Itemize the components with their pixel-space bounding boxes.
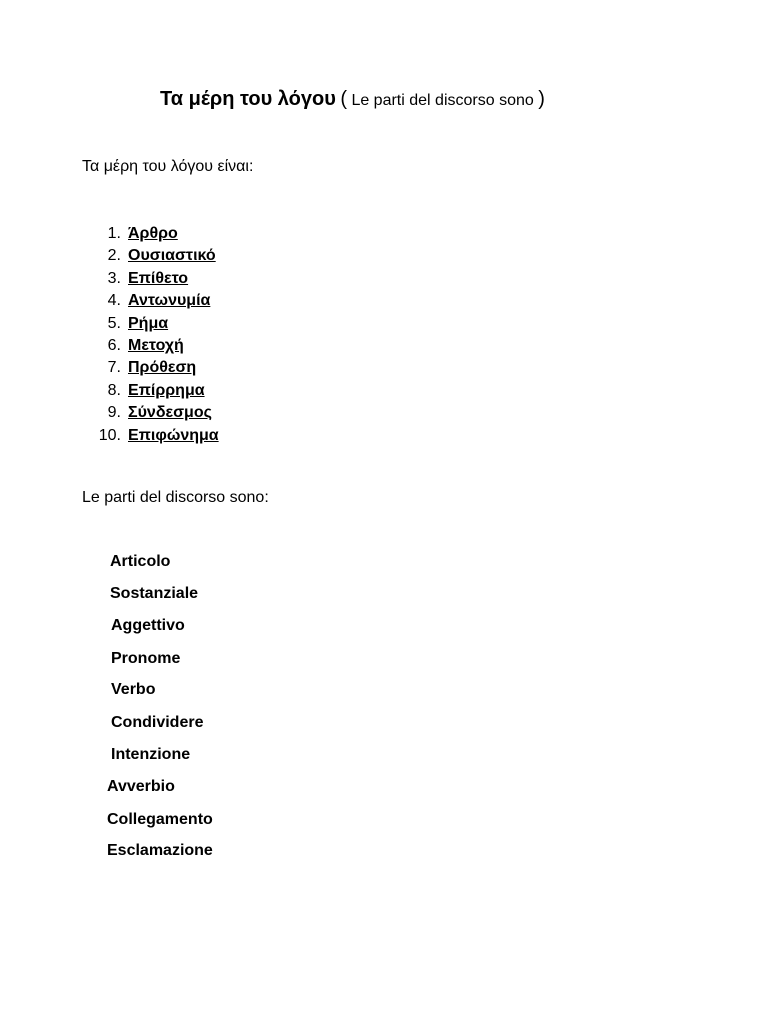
list-item-number: 1.: [107, 225, 121, 242]
list-item: Esclamazione: [107, 842, 213, 859]
list-item: Intenzione: [111, 746, 191, 763]
title-italian: Le parti del discorso sono: [351, 92, 534, 109]
list-item-number: 4.: [107, 292, 121, 310]
list-item: Collegamento: [107, 811, 213, 828]
list-item: Verbo: [111, 681, 156, 698]
list-item-number: 2.: [107, 247, 121, 265]
list-item-word: Επιφώνημα: [128, 426, 219, 444]
list-item: Avverbio: [107, 778, 175, 795]
list-item: Sostanziale: [110, 585, 199, 602]
list-item-word: Αντωνυμία: [128, 292, 211, 310]
list-item-word: Άρθρο: [128, 225, 178, 242]
title-open-paren: (: [340, 88, 347, 110]
list-item-word: Ρήμα: [128, 314, 169, 332]
list-item: Condividere: [111, 714, 204, 731]
list-item-number: 3.: [107, 269, 121, 287]
list-item-word: Πρόθεση: [128, 359, 197, 377]
list-item-number: 5.: [107, 314, 121, 332]
list-item: Articolo: [110, 553, 171, 570]
page-title: [160, 88, 545, 111]
list-item-word: Επίθετο: [128, 269, 189, 287]
list-item: Aggettivo: [111, 617, 185, 634]
list-item-word: Σύνδεσμος: [128, 404, 212, 422]
list-item-number: 9.: [107, 404, 121, 422]
list-item-number: 7.: [107, 359, 121, 377]
italian-intro: Le parti del discorso sono:: [82, 489, 269, 506]
list-item-word: Ουσιαστικό: [128, 247, 216, 265]
title-greek: Τα μέρη του λόγου: [160, 88, 336, 110]
list-item-number: 8.: [107, 381, 121, 399]
list-item-word: Μετοχή: [128, 337, 184, 354]
greek-intro: Τα μέρη του λόγου είναι:: [82, 158, 254, 175]
list-item-number: 10.: [98, 426, 121, 444]
list-item-number: 6.: [107, 337, 121, 354]
list-item-word: Επίρρημα: [128, 381, 205, 399]
list-item: Pronome: [111, 650, 181, 667]
title-close-paren: ): [538, 88, 545, 110]
